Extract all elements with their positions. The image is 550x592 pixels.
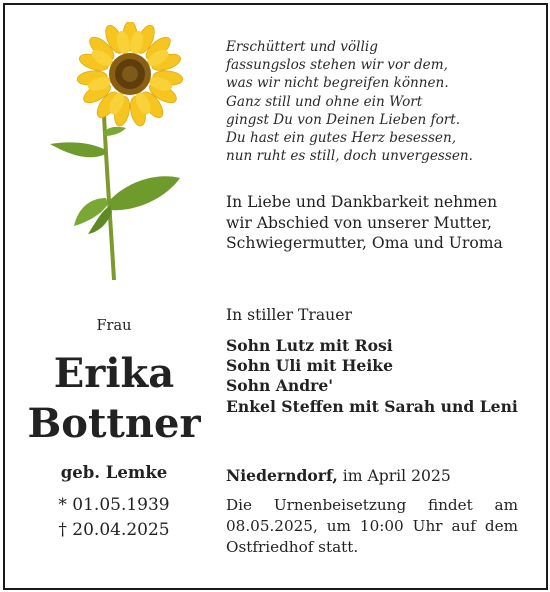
mourning-heading: In stiller Trauer — [226, 306, 352, 324]
poem-line: fassungslos stehen wir vor dem, — [226, 57, 448, 74]
mourners-list — [226, 336, 518, 417]
burial-notice — [226, 495, 518, 558]
burial-line: 08.05.2025, um 10:00 Uhr auf dem — [226, 517, 518, 535]
sunflower-illustration — [46, 22, 186, 284]
burial-line: Ostfriedhof statt. — [226, 538, 359, 556]
poem-line: gingst Du von Deinen Lieben fort. — [226, 111, 461, 128]
mourner: Sohn Andre' — [226, 376, 334, 396]
mourner: Enkel Steffen mit Sarah und Leni — [226, 396, 518, 416]
poem-line: was wir nicht begreifen können. — [226, 75, 449, 92]
birth-name: geb. Lemke — [60, 463, 168, 482]
poem-line: Erschüttert und völlig — [226, 39, 378, 55]
mourner: Sohn Lutz mit Rosi — [226, 336, 393, 355]
memorial-poem — [226, 38, 526, 165]
place-and-date — [226, 466, 451, 485]
birth-date: * 01.05.1939 — [58, 495, 170, 515]
deceased-last-name: Bottner — [27, 400, 201, 447]
intro-line: In Liebe und Dankbarkeit nehmen — [226, 193, 498, 211]
farewell-statement — [226, 192, 536, 254]
date: im April 2025 — [337, 467, 451, 485]
mourner: Sohn Uli mit Heike — [226, 356, 394, 376]
deceased-first-name: Erika — [53, 350, 175, 397]
intro-line: Schwiegermutter, Oma und Uroma — [226, 234, 503, 252]
poem-line: Du hast ein gutes Herz besessen, — [226, 130, 457, 147]
intro-line: wir Abschied von unserer Mutter, — [226, 213, 492, 232]
salutation: Frau — [96, 318, 132, 334]
place: Niederndorf, — [226, 466, 338, 485]
poem-line: Ganz still und ohne ein Wort — [226, 93, 423, 110]
death-date: † 20.04.2025 — [58, 520, 170, 540]
burial-line: Die Urnenbeisetzung findet am — [226, 496, 518, 514]
poem-line: nun ruht es still, doch unvergessen. — [226, 148, 473, 165]
